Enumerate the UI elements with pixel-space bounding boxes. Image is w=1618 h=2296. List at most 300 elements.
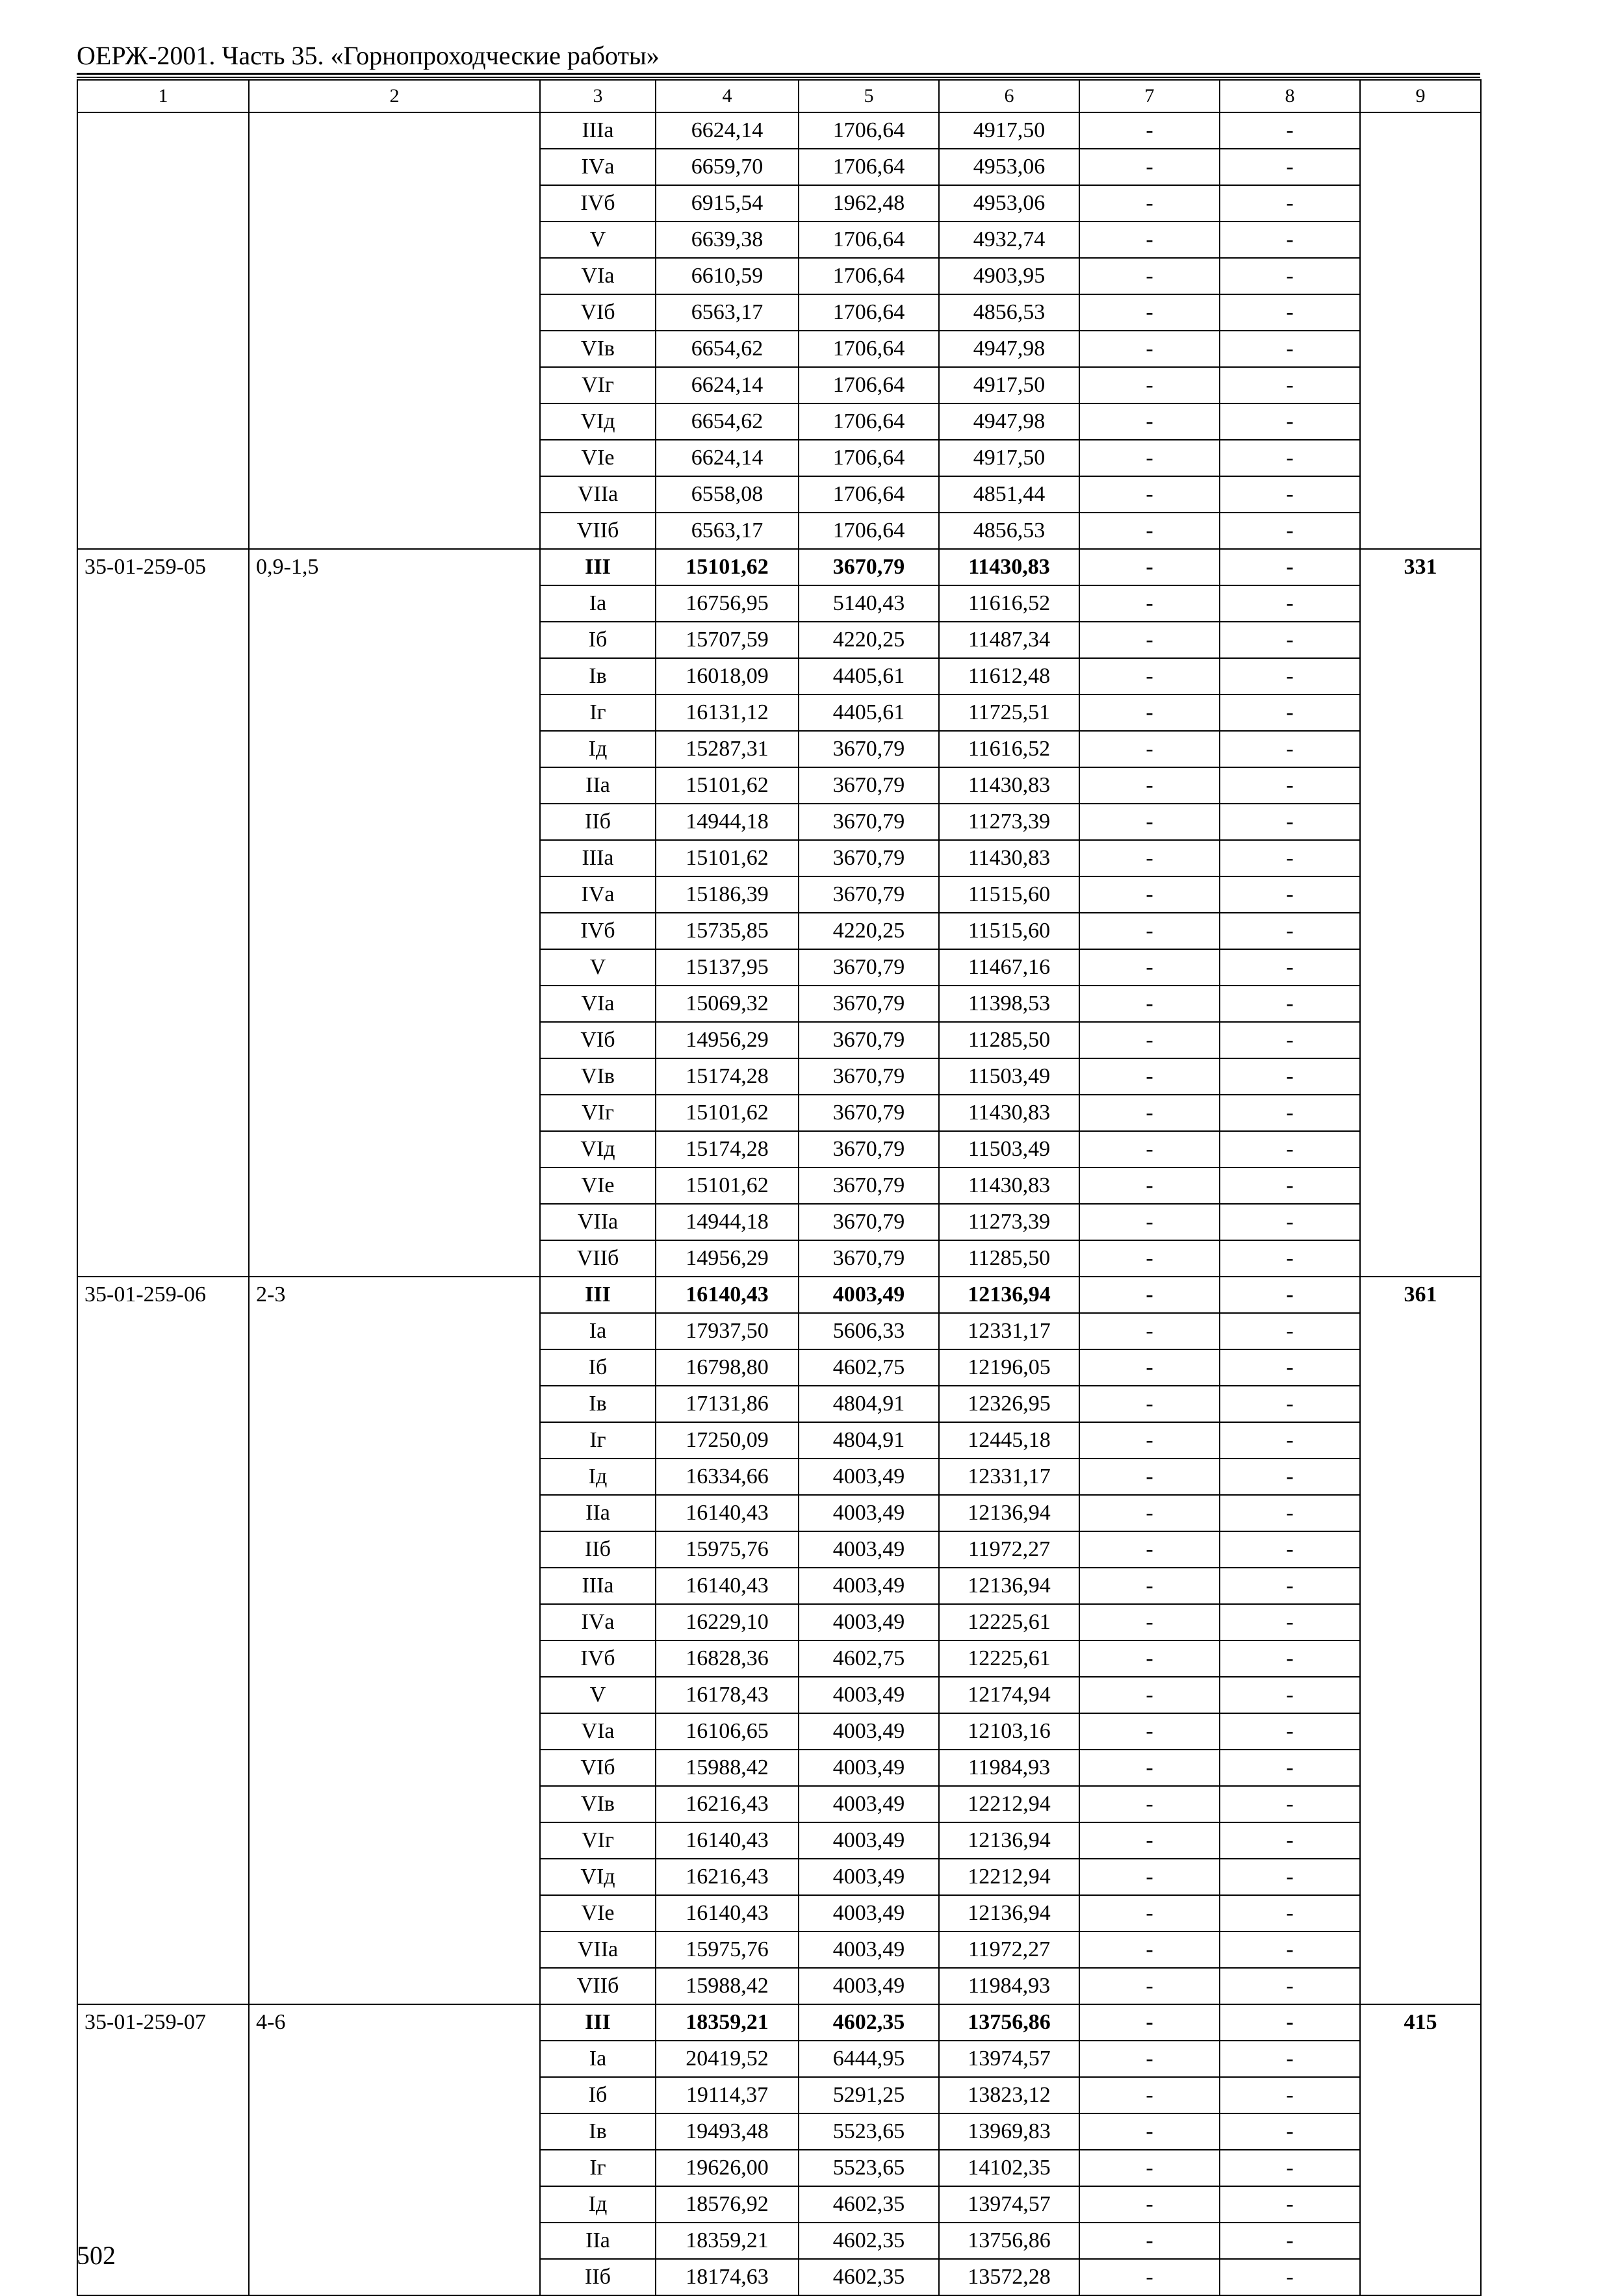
value-cell: 3670,79 — [799, 1240, 939, 1277]
value-cell: - — [1079, 876, 1220, 913]
value-cell: 1706,64 — [799, 294, 939, 331]
value-cell: 11273,39 — [939, 804, 1079, 840]
class-cell: IVб — [540, 1640, 656, 1677]
value-cell: - — [1079, 767, 1220, 804]
value-cell: 5523,65 — [799, 2150, 939, 2186]
value-cell: 12326,95 — [939, 1386, 1079, 1422]
value-cell: - — [1079, 1022, 1220, 1058]
param-cell: 0,9-1,5 — [249, 549, 540, 1277]
value-cell: 15735,85 — [656, 913, 799, 949]
column-number-row — [77, 80, 1481, 112]
value-cell: 12196,05 — [939, 1349, 1079, 1386]
value-cell: 1706,64 — [799, 258, 939, 294]
value-cell: 4003,49 — [799, 1932, 939, 1968]
value-cell: 1706,64 — [799, 513, 939, 549]
class-cell: IIб — [540, 1531, 656, 1568]
value-cell: 16178,43 — [656, 1677, 799, 1713]
value-cell: - — [1079, 1386, 1220, 1422]
class-cell: VIIб — [540, 1240, 656, 1277]
value-cell: - — [1220, 1386, 1360, 1422]
value-cell: 11984,93 — [939, 1750, 1079, 1786]
value-cell: - — [1220, 1895, 1360, 1932]
class-cell: VIе — [540, 440, 656, 476]
value-cell: 1706,64 — [799, 112, 939, 149]
class-cell: VIIа — [540, 1204, 656, 1240]
value-cell: 16229,10 — [656, 1604, 799, 1640]
value-cell: - — [1220, 2259, 1360, 2295]
value-cell: - — [1079, 1495, 1220, 1531]
value-cell: 11285,50 — [939, 1240, 1079, 1277]
value-cell: - — [1079, 622, 1220, 658]
value-cell: - — [1079, 1422, 1220, 1459]
class-cell: Iг — [540, 1422, 656, 1459]
value-cell: - — [1079, 1713, 1220, 1750]
value-cell: 11503,49 — [939, 1058, 1079, 1095]
value-cell: 12445,18 — [939, 1422, 1079, 1459]
class-cell: VIв — [540, 1786, 656, 1822]
value-cell: 16140,43 — [656, 1495, 799, 1531]
value-cell: - — [1220, 913, 1360, 949]
value-cell: 15707,59 — [656, 622, 799, 658]
value-cell: - — [1220, 622, 1360, 658]
value-cell: 20419,52 — [656, 2041, 799, 2077]
value-cell: 4405,61 — [799, 658, 939, 695]
value-cell: 11612,48 — [939, 658, 1079, 695]
class-cell: III — [540, 1277, 656, 1313]
value-cell: - — [1079, 1058, 1220, 1095]
value-cell: 4804,91 — [799, 1422, 939, 1459]
value-cell: - — [1079, 2150, 1220, 2186]
value-cell: 16334,66 — [656, 1459, 799, 1495]
value-cell: 4003,49 — [799, 1859, 939, 1895]
value-cell: 11398,53 — [939, 986, 1079, 1022]
class-cell: Iа — [540, 2041, 656, 2077]
col-header: 6 — [939, 80, 1079, 112]
class-cell: VIIа — [540, 1932, 656, 1968]
value-cell: 12225,61 — [939, 1640, 1079, 1677]
col-header: 9 — [1360, 80, 1481, 112]
value-cell: 6558,08 — [656, 476, 799, 513]
value-cell: - — [1220, 658, 1360, 695]
value-cell: 6624,14 — [656, 112, 799, 149]
value-cell: 4932,74 — [939, 222, 1079, 258]
value-cell: 15101,62 — [656, 1095, 799, 1131]
value-cell: - — [1220, 1058, 1360, 1095]
value-cell: 12136,94 — [939, 1495, 1079, 1531]
value-cell: - — [1079, 1459, 1220, 1495]
value-cell: 3670,79 — [799, 1204, 939, 1240]
value-cell: 3670,79 — [799, 1167, 939, 1204]
value-cell: 5523,65 — [799, 2113, 939, 2150]
value-cell: 4003,49 — [799, 1750, 939, 1786]
value-cell: 4602,75 — [799, 1349, 939, 1386]
value-cell: 4856,53 — [939, 513, 1079, 549]
value-cell: - — [1220, 1349, 1360, 1386]
value-cell: 4917,50 — [939, 112, 1079, 149]
value-cell: 14944,18 — [656, 1204, 799, 1240]
col-header: 5 — [799, 80, 939, 112]
value-cell: - — [1220, 695, 1360, 731]
value-cell: 1706,64 — [799, 476, 939, 513]
value-cell: 12212,94 — [939, 1859, 1079, 1895]
value-cell: 4003,49 — [799, 1495, 939, 1531]
col-header: 8 — [1220, 80, 1360, 112]
value-cell: 16216,43 — [656, 1786, 799, 1822]
value-cell: 4856,53 — [939, 294, 1079, 331]
value-cell: 18174,63 — [656, 2259, 799, 2295]
value-cell: 15101,62 — [656, 549, 799, 585]
value-cell: 4947,98 — [939, 403, 1079, 440]
code-cell: 35-01-259-05 — [77, 549, 249, 1277]
class-cell: VIб — [540, 294, 656, 331]
value-cell: 13572,28 — [939, 2259, 1079, 2295]
value-cell: 13969,83 — [939, 2113, 1079, 2150]
value-cell: 4953,06 — [939, 149, 1079, 185]
value-cell: - — [1220, 476, 1360, 513]
value-cell: 4917,50 — [939, 440, 1079, 476]
value-cell: 16018,09 — [656, 658, 799, 695]
value-cell: 4602,35 — [799, 2223, 939, 2259]
value-cell: - — [1220, 840, 1360, 876]
value-cell: 11515,60 — [939, 913, 1079, 949]
class-cell: Iб — [540, 622, 656, 658]
value-cell: 12136,94 — [939, 1568, 1079, 1604]
class-cell: IIа — [540, 767, 656, 804]
value-cell: - — [1079, 476, 1220, 513]
class-cell: Iг — [540, 695, 656, 731]
value-cell: 4947,98 — [939, 331, 1079, 367]
class-cell: VIг — [540, 1822, 656, 1859]
value-cell: - — [1220, 1459, 1360, 1495]
value-cell: - — [1220, 1277, 1360, 1313]
value-cell: 4405,61 — [799, 695, 939, 731]
value-cell: 15174,28 — [656, 1058, 799, 1095]
value-cell: 6444,95 — [799, 2041, 939, 2077]
value-cell: - — [1079, 1204, 1220, 1240]
value-cell: - — [1079, 1786, 1220, 1822]
header-rule — [77, 73, 1480, 75]
value-cell: 1706,64 — [799, 222, 939, 258]
value-cell: - — [1220, 1822, 1360, 1859]
value-cell: - — [1079, 331, 1220, 367]
value-cell: - — [1079, 1095, 1220, 1131]
code-cell: 35-01-259-06 — [77, 1277, 249, 2004]
value-cell: - — [1079, 1859, 1220, 1895]
value-cell: - — [1079, 149, 1220, 185]
value-cell: 4602,75 — [799, 1640, 939, 1677]
class-cell: III — [540, 2004, 656, 2041]
value-cell: - — [1079, 1750, 1220, 1786]
value-cell: - — [1079, 1167, 1220, 1204]
class-cell: VIе — [540, 1167, 656, 1204]
value-cell: 15988,42 — [656, 1968, 799, 2004]
param-cell — [249, 112, 540, 549]
value-cell: - — [1220, 585, 1360, 622]
value-cell: - — [1220, 986, 1360, 1022]
value-cell: 15988,42 — [656, 1750, 799, 1786]
value-cell: - — [1220, 2223, 1360, 2259]
col-header: 2 — [249, 80, 540, 112]
class-cell: IVа — [540, 149, 656, 185]
value-cell: 5140,43 — [799, 585, 939, 622]
value-cell: - — [1220, 1131, 1360, 1167]
param-cell: 4-6 — [249, 2004, 540, 2295]
value-cell: 6654,62 — [656, 403, 799, 440]
value-cell: 6654,62 — [656, 331, 799, 367]
class-cell: Iд — [540, 1459, 656, 1495]
col-header: 4 — [656, 80, 799, 112]
value-cell: - — [1079, 367, 1220, 403]
value-cell: 4851,44 — [939, 476, 1079, 513]
value-cell: 3670,79 — [799, 1058, 939, 1095]
class-cell: Iг — [540, 2150, 656, 2186]
code-cell — [77, 112, 249, 549]
value-cell: 12136,94 — [939, 1277, 1079, 1313]
value-cell: 4953,06 — [939, 185, 1079, 222]
value-cell: 4917,50 — [939, 367, 1079, 403]
value-cell: 3670,79 — [799, 1022, 939, 1058]
class-cell: IVа — [540, 876, 656, 913]
table-row — [77, 2004, 1481, 2041]
value-cell: 12225,61 — [939, 1604, 1079, 1640]
value-cell: - — [1079, 1568, 1220, 1604]
value-cell: 11725,51 — [939, 695, 1079, 731]
value-cell: - — [1220, 549, 1360, 585]
value-cell: 4602,35 — [799, 2186, 939, 2223]
value-cell: 4903,95 — [939, 258, 1079, 294]
value-cell: - — [1079, 222, 1220, 258]
value-cell: - — [1079, 1604, 1220, 1640]
value-cell: - — [1220, 949, 1360, 986]
value-cell: - — [1079, 913, 1220, 949]
value-cell: - — [1079, 695, 1220, 731]
value-cell: - — [1079, 1677, 1220, 1713]
class-cell: VIг — [540, 1095, 656, 1131]
value-cell: - — [1220, 2041, 1360, 2077]
value-cell: 11984,93 — [939, 1968, 1079, 2004]
value-cell: - — [1079, 949, 1220, 986]
value-cell: - — [1220, 1932, 1360, 1968]
value-cell: 12331,17 — [939, 1313, 1079, 1349]
value-cell: - — [1220, 403, 1360, 440]
value-cell: - — [1220, 1968, 1360, 2004]
value-cell: - — [1220, 1022, 1360, 1058]
value-cell: 16140,43 — [656, 1568, 799, 1604]
value-cell: 15101,62 — [656, 1167, 799, 1204]
value-cell: - — [1220, 2186, 1360, 2223]
value-cell: - — [1079, 513, 1220, 549]
value-cell: 11616,52 — [939, 731, 1079, 767]
value-cell: 6624,14 — [656, 367, 799, 403]
table-row — [77, 549, 1481, 585]
table-row — [77, 112, 1481, 149]
value-cell: 16140,43 — [656, 1822, 799, 1859]
value-cell: 6659,70 — [656, 149, 799, 185]
class-cell: VIе — [540, 1895, 656, 1932]
value-cell: - — [1079, 549, 1220, 585]
col9-cell: 415 — [1360, 2004, 1481, 2295]
value-cell: 16140,43 — [656, 1895, 799, 1932]
class-cell: IVб — [540, 185, 656, 222]
value-cell: 16140,43 — [656, 1277, 799, 1313]
value-cell: - — [1220, 1531, 1360, 1568]
param-cell: 2-3 — [249, 1277, 540, 2004]
value-cell: 14944,18 — [656, 804, 799, 840]
class-cell: Iв — [540, 2113, 656, 2150]
value-cell: 14102,35 — [939, 2150, 1079, 2186]
value-cell: - — [1079, 585, 1220, 622]
value-cell: - — [1220, 2113, 1360, 2150]
class-cell: VIд — [540, 403, 656, 440]
value-cell: - — [1220, 1786, 1360, 1822]
class-cell: VIд — [540, 1131, 656, 1167]
value-cell: - — [1220, 2077, 1360, 2113]
value-cell: 11430,83 — [939, 1095, 1079, 1131]
value-cell: 15101,62 — [656, 840, 799, 876]
value-cell: - — [1220, 1677, 1360, 1713]
value-cell: 3670,79 — [799, 804, 939, 840]
class-cell: V — [540, 222, 656, 258]
value-cell: - — [1220, 1167, 1360, 1204]
value-cell: 11430,83 — [939, 549, 1079, 585]
value-cell: 12212,94 — [939, 1786, 1079, 1822]
class-cell: Iв — [540, 1386, 656, 1422]
value-cell: 15137,95 — [656, 949, 799, 986]
value-cell: 13974,57 — [939, 2186, 1079, 2223]
value-cell: 6624,14 — [656, 440, 799, 476]
value-cell: 1706,64 — [799, 403, 939, 440]
value-cell: 4003,49 — [799, 1568, 939, 1604]
class-cell: Iд — [540, 2186, 656, 2223]
value-cell: - — [1079, 1968, 1220, 2004]
value-cell: 1962,48 — [799, 185, 939, 222]
value-cell: - — [1079, 2186, 1220, 2223]
class-cell: VIб — [540, 1750, 656, 1786]
value-cell: 4003,49 — [799, 1786, 939, 1822]
value-cell: 4804,91 — [799, 1386, 939, 1422]
value-cell: 3670,79 — [799, 876, 939, 913]
value-cell: - — [1079, 2041, 1220, 2077]
class-cell: IIIа — [540, 840, 656, 876]
value-cell: - — [1220, 513, 1360, 549]
page-header: ОЕРЖ-2001. Часть 35. «Горнопроходческие работы» — [77, 41, 660, 70]
value-cell: - — [1220, 1640, 1360, 1677]
value-cell: - — [1079, 1277, 1220, 1313]
value-cell: 11515,60 — [939, 876, 1079, 913]
value-cell: 11430,83 — [939, 767, 1079, 804]
value-cell: - — [1079, 2004, 1220, 2041]
value-cell: 3670,79 — [799, 949, 939, 986]
value-cell: 16106,65 — [656, 1713, 799, 1750]
value-cell: - — [1220, 1750, 1360, 1786]
value-cell: 11430,83 — [939, 840, 1079, 876]
class-cell: VIIб — [540, 1968, 656, 2004]
value-cell: - — [1220, 440, 1360, 476]
class-cell: VIа — [540, 986, 656, 1022]
class-cell: IIб — [540, 804, 656, 840]
value-cell: - — [1079, 840, 1220, 876]
class-cell: IIIа — [540, 1568, 656, 1604]
class-cell: VIв — [540, 331, 656, 367]
value-cell: 18359,21 — [656, 2004, 799, 2041]
class-cell: IVа — [540, 1604, 656, 1640]
value-cell: 4602,35 — [799, 2259, 939, 2295]
value-cell: 11430,83 — [939, 1167, 1079, 1204]
value-cell: - — [1220, 1568, 1360, 1604]
value-cell: 3670,79 — [799, 840, 939, 876]
value-cell: 19114,37 — [656, 2077, 799, 2113]
class-cell: Iа — [540, 1313, 656, 1349]
value-cell: - — [1220, 367, 1360, 403]
value-cell: - — [1220, 1859, 1360, 1895]
class-cell: IIIа — [540, 112, 656, 149]
value-cell: 1706,64 — [799, 440, 939, 476]
value-cell: 3670,79 — [799, 1131, 939, 1167]
class-cell: V — [540, 1677, 656, 1713]
class-cell: VIIб — [540, 513, 656, 549]
value-cell: - — [1079, 1822, 1220, 1859]
value-cell: 4003,49 — [799, 1459, 939, 1495]
value-cell: 15101,62 — [656, 767, 799, 804]
col-header: 3 — [540, 80, 656, 112]
col9-cell — [1360, 112, 1481, 549]
value-cell: 17250,09 — [656, 1422, 799, 1459]
code-cell: 35-01-259-07 — [77, 2004, 249, 2295]
class-cell: VIг — [540, 367, 656, 403]
value-cell: - — [1079, 1531, 1220, 1568]
value-cell: 4003,49 — [799, 1604, 939, 1640]
value-cell: 15975,76 — [656, 1932, 799, 1968]
value-cell: - — [1220, 258, 1360, 294]
value-cell: 11503,49 — [939, 1131, 1079, 1167]
value-cell: - — [1220, 112, 1360, 149]
value-cell: 6639,38 — [656, 222, 799, 258]
value-cell: 16756,95 — [656, 585, 799, 622]
value-cell: 13974,57 — [939, 2041, 1079, 2077]
value-cell: - — [1079, 658, 1220, 695]
value-cell: - — [1079, 294, 1220, 331]
col9-cell: 361 — [1360, 1277, 1481, 2004]
table-row — [77, 1277, 1481, 1313]
class-cell: III — [540, 549, 656, 585]
value-cell: 4220,25 — [799, 913, 939, 949]
value-cell: 4220,25 — [799, 622, 939, 658]
value-cell: - — [1079, 1313, 1220, 1349]
col-header: 7 — [1079, 80, 1220, 112]
value-cell: 3670,79 — [799, 731, 939, 767]
value-cell: 15975,76 — [656, 1531, 799, 1568]
class-cell: VIд — [540, 1859, 656, 1895]
value-cell: 15186,39 — [656, 876, 799, 913]
value-cell: 1706,64 — [799, 149, 939, 185]
header-rule-thin — [77, 77, 1480, 78]
value-cell: - — [1220, 767, 1360, 804]
value-cell: 16216,43 — [656, 1859, 799, 1895]
value-cell: 13756,86 — [939, 2223, 1079, 2259]
value-cell: - — [1220, 1422, 1360, 1459]
value-cell: 16798,80 — [656, 1349, 799, 1386]
value-cell: - — [1220, 876, 1360, 913]
class-cell: Iб — [540, 2077, 656, 2113]
value-cell: - — [1079, 2077, 1220, 2113]
class-cell: VIв — [540, 1058, 656, 1095]
value-cell: 13823,12 — [939, 2077, 1079, 2113]
value-cell: 3670,79 — [799, 986, 939, 1022]
class-cell: V — [540, 949, 656, 986]
value-cell: - — [1079, 2223, 1220, 2259]
value-cell: - — [1220, 1313, 1360, 1349]
price-table — [77, 79, 1482, 2296]
